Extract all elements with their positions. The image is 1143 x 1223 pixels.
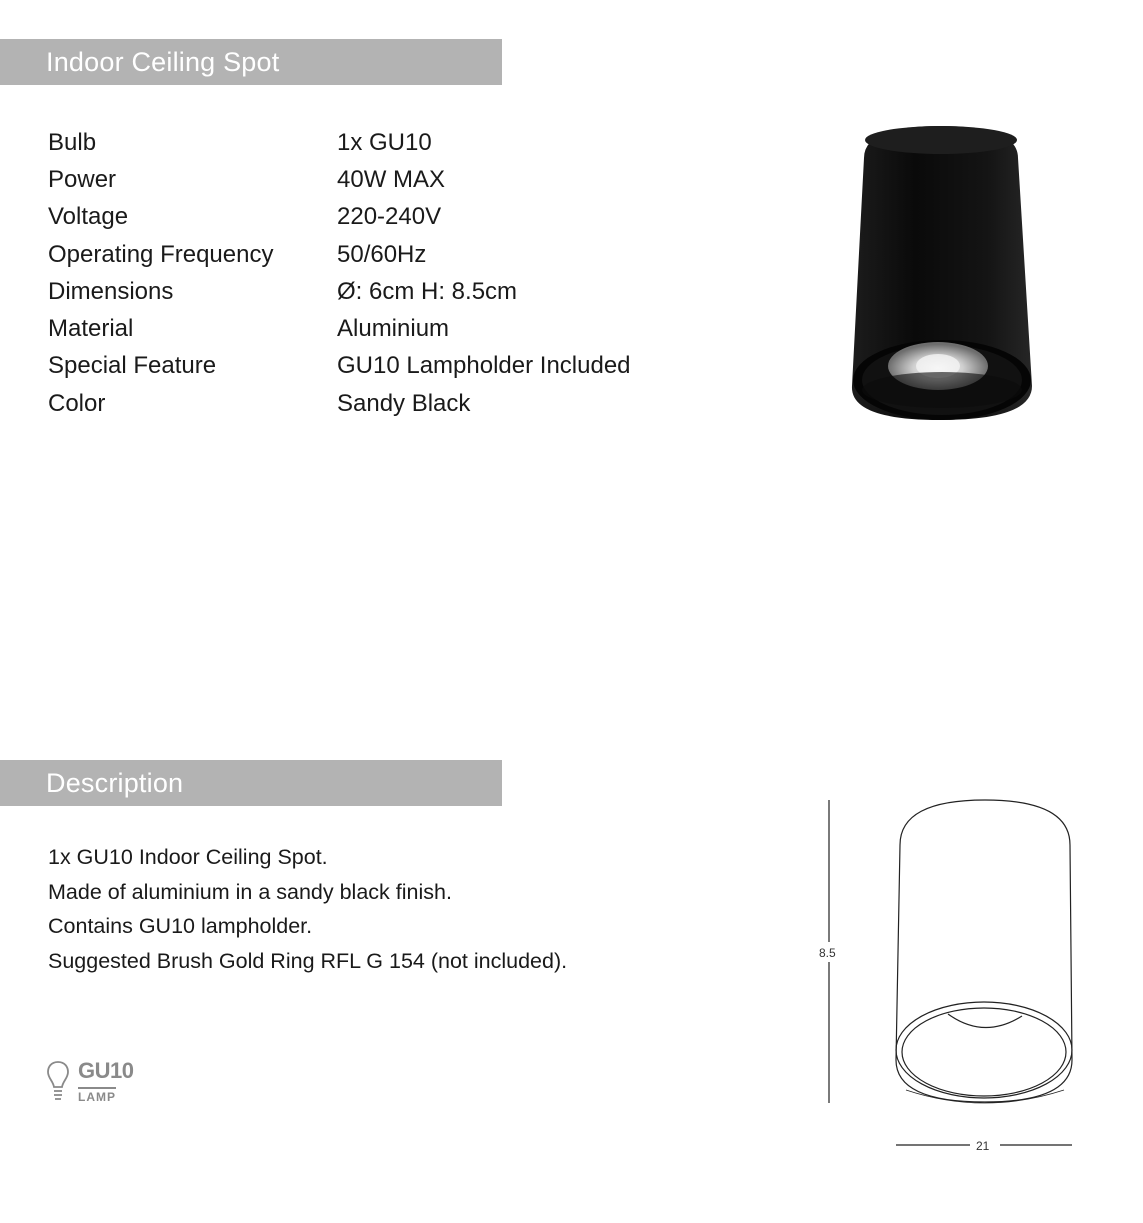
spec-value: Sandy Black <box>337 389 471 417</box>
description-text <box>48 840 567 978</box>
width-label: 21 <box>976 1139 990 1153</box>
description-line: Contains GU10 lampholder. <box>48 914 313 938</box>
description-section-header: Description <box>0 760 502 806</box>
height-label: 8.5 <box>819 946 836 960</box>
spec-value: 50/60Hz <box>337 240 427 268</box>
drawing-rim-outer <box>896 1002 1072 1098</box>
spec-row-power <box>48 161 631 198</box>
description-line: Made of aluminium in a sandy black finish. <box>48 879 452 904</box>
bulb-icon <box>46 1060 70 1104</box>
spec-row-frequency <box>48 236 631 273</box>
spec-label: Voltage <box>48 203 129 231</box>
description-line: 1x GU10 Indoor Ceiling Spot. <box>48 845 328 869</box>
badge-main-text: GU10 <box>78 1058 134 1083</box>
spec-label: Bulb <box>48 128 97 156</box>
spec-row-dimensions <box>48 273 631 310</box>
spec-label: Special Feature <box>48 352 217 380</box>
spec-label: Dimensions <box>48 277 174 305</box>
spec-row-feature <box>48 348 631 385</box>
spec-label: Power <box>48 165 117 193</box>
spec-value: 220-240V <box>337 203 442 231</box>
spec-row-bulb <box>48 124 631 161</box>
spec-row-voltage <box>48 199 631 236</box>
spec-label: Operating Frequency <box>48 240 274 268</box>
spec-value: GU10 Lampholder Included <box>337 352 631 380</box>
drawing-rim-inner <box>902 1008 1066 1096</box>
gu10-lamp-badge <box>46 1058 146 1106</box>
spec-value: 1x GU10 <box>337 128 432 156</box>
spec-value: 40W MAX <box>337 165 446 193</box>
spec-table <box>48 124 631 422</box>
drawing-body-outline <box>896 800 1072 1102</box>
spec-label: Material <box>48 315 134 343</box>
drawing-inner-curve <box>948 1014 1022 1028</box>
product-photo <box>840 118 1040 428</box>
spec-row-color <box>48 385 631 422</box>
spec-value: Ø: 6cm H: 8.5cm <box>337 277 518 305</box>
badge-sub-text: LAMP <box>78 1087 116 1104</box>
spec-section-header: Indoor Ceiling Spot <box>0 39 502 85</box>
spec-row-material <box>48 310 631 347</box>
technical-drawing <box>810 790 1090 1170</box>
spec-label: Color <box>48 389 106 417</box>
spec-value: Aluminium <box>337 315 450 343</box>
description-line: Suggested Brush Gold Ring RFL G 154 (not included). <box>48 948 568 973</box>
